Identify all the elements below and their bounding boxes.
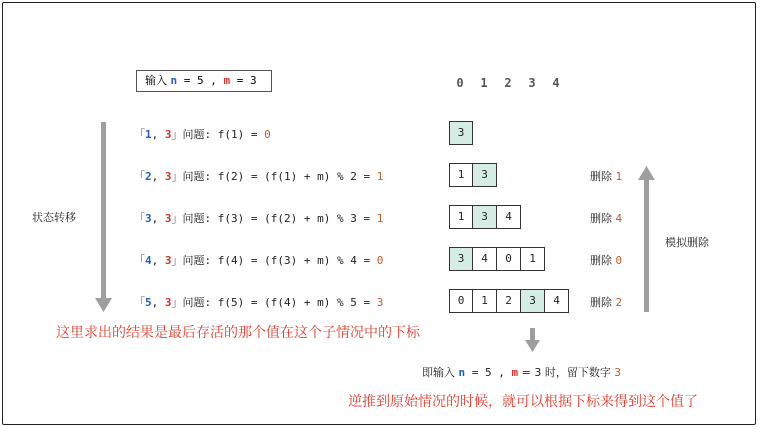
subproblem-comma: ,	[151, 212, 165, 225]
simulate-delete-arrow-head	[638, 166, 655, 180]
conclusion-n-value: = 5 ,	[465, 366, 512, 379]
simulate-delete-arrow-shaft	[644, 179, 649, 312]
input-parameters-box	[136, 70, 272, 92]
subproblem-n: 3	[145, 212, 152, 225]
subproblem-m: 3	[164, 254, 172, 267]
conclusion-m-var: m	[511, 366, 519, 379]
subproblem-result: 0	[264, 128, 271, 141]
subproblem-n: 2	[145, 170, 152, 183]
array-cell-4-2: 0	[497, 247, 521, 271]
subproblem-n: 4	[145, 254, 152, 267]
bracket-open: 「	[134, 212, 145, 225]
delete-annotation-3	[590, 210, 622, 226]
delete-label: 删除	[590, 296, 616, 309]
subproblem-m: 3	[164, 212, 172, 225]
deleted-value: 4	[615, 212, 623, 225]
delete-label: 删除	[590, 254, 616, 267]
subproblem-n: 1	[145, 128, 152, 141]
subproblem-formula: 问题: f(3) = (f(2) + m) % 3 =	[182, 212, 377, 225]
column-index-1: 1	[480, 76, 488, 90]
array-cell-5-4: 4	[545, 289, 569, 313]
conclusion-value: 3	[614, 366, 621, 379]
delete-annotation-4	[590, 252, 622, 268]
array-cell-3-2: 4	[497, 205, 521, 229]
delete-label: 删除	[590, 170, 616, 183]
subproblem-result: 1	[376, 170, 384, 183]
array-cell-5-1: 1	[473, 289, 497, 313]
bracket-close: 」	[171, 128, 183, 141]
delete-annotation-5	[590, 294, 622, 310]
bracket-open: 「	[134, 296, 145, 309]
subproblem-row-1	[134, 126, 271, 142]
input-m-value: = 3	[230, 74, 257, 87]
conclusion-middle: = 3 时，留下数字	[518, 366, 615, 379]
state-transition-arrow-shaft	[101, 122, 106, 302]
array-cell-4-0: 3	[449, 247, 473, 271]
conclusion-prefix: 即输入	[422, 366, 459, 379]
deleted-value: 1	[615, 170, 623, 183]
subproblem-comma: ,	[151, 296, 165, 309]
simulate-delete-label: 模拟删除	[665, 236, 709, 249]
subproblem-row-2	[134, 168, 383, 184]
bracket-open: 「	[134, 170, 145, 183]
subproblem-result: 1	[376, 212, 384, 225]
input-prefix: 输入	[145, 74, 171, 87]
array-cell-4-3: 1	[521, 247, 545, 271]
array-cell-3-0: 1	[449, 205, 473, 229]
bracket-open: 「	[134, 254, 145, 267]
delete-label: 删除	[590, 212, 616, 225]
subproblem-result: 3	[376, 296, 384, 309]
column-index-2: 2	[504, 76, 512, 90]
subproblem-formula: 问题: f(1) =	[182, 128, 265, 141]
note-reverse: 逆推到原始情况的时候，就可以根据下标来得到这个值了	[348, 394, 698, 410]
subproblem-formula: 问题: f(4) = (f(3) + m) % 4 =	[182, 254, 377, 267]
subproblem-comma: ,	[151, 128, 165, 141]
conclusion-n-var: n	[458, 366, 466, 379]
subproblem-formula: 问题: f(5) = (f(4) + m) % 5 =	[182, 296, 377, 309]
subproblem-m: 3	[164, 296, 172, 309]
input-n-value: = 5 ,	[177, 74, 224, 87]
bracket-close: 」	[171, 296, 183, 309]
input-m-var: m	[223, 74, 231, 87]
array-cell-5-0: 0	[449, 289, 473, 313]
array-cell-5-2: 2	[497, 289, 521, 313]
array-cell-1-0: 3	[449, 121, 473, 145]
subproblem-comma: ,	[151, 170, 165, 183]
conclusion-line	[422, 364, 621, 380]
array-cell-5-3: 3	[521, 289, 545, 313]
note-result-index: 这里求出的结果是最后存活的那个值在这个子情况中的下标	[56, 325, 420, 341]
array-cell-4-1: 4	[473, 247, 497, 271]
subproblem-m: 3	[164, 128, 172, 141]
state-transition-arrow-head	[95, 298, 112, 312]
bracket-close: 」	[171, 170, 183, 183]
bracket-open: 「	[134, 128, 145, 141]
subproblem-row-4	[134, 252, 383, 268]
bracket-close: 」	[171, 212, 183, 225]
array-cell-2-1: 3	[473, 163, 497, 187]
column-index-3: 3	[528, 76, 536, 90]
subproblem-m: 3	[164, 170, 172, 183]
deleted-value: 0	[615, 254, 623, 267]
array-cell-2-0: 1	[449, 163, 473, 187]
result-arrow-head	[525, 340, 540, 352]
bracket-close: 」	[171, 254, 183, 267]
subproblem-formula: 问题: f(2) = (f(1) + m) % 2 =	[182, 170, 377, 183]
input-n-var: n	[170, 74, 178, 87]
subproblem-n: 5	[145, 296, 152, 309]
delete-annotation-2	[590, 168, 622, 184]
subproblem-result: 0	[376, 254, 384, 267]
subproblem-comma: ,	[151, 254, 165, 267]
column-index-0: 0	[456, 76, 464, 90]
deleted-value: 2	[615, 296, 623, 309]
subproblem-row-3	[134, 210, 383, 226]
state-transition-label: 状态转移	[32, 211, 76, 224]
subproblem-row-5	[134, 294, 383, 310]
column-index-4: 4	[552, 76, 560, 90]
array-cell-3-1: 3	[473, 205, 497, 229]
